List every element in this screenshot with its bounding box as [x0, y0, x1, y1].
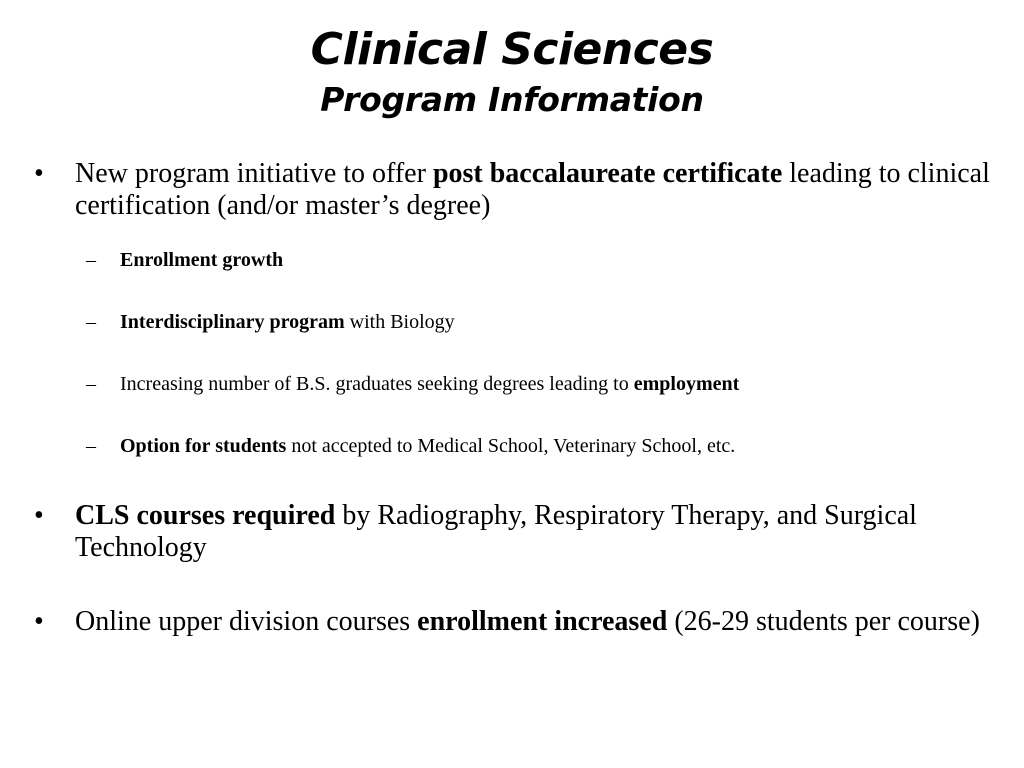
dash-marker: –	[86, 311, 96, 333]
sub-bullet-item	[30, 371, 1000, 397]
sub-bullet-item	[30, 247, 1000, 273]
bullet-text: Online upper division courses	[75, 606, 418, 637]
dash-marker: –	[86, 249, 96, 271]
sub-bullet-emphasis: Option for students	[120, 435, 287, 457]
sub-bullet-text: with Biology	[344, 311, 455, 333]
bullet-emphasis: CLS courses required	[75, 500, 336, 531]
bullet-text: by Radiography, Respiratory Therapy, and Surgical Technology	[75, 500, 917, 563]
bullet-item	[30, 158, 1000, 222]
bullet-emphasis: enrollment increased	[417, 606, 668, 637]
bullet-item	[30, 606, 1000, 638]
slide-title: Clinical Sciences	[310, 24, 714, 75]
bullet-text: New program initiative to offer	[75, 158, 433, 189]
sub-bullet-emphasis: Interdisciplinary program	[120, 311, 345, 333]
sub-bullet-item	[30, 433, 1000, 459]
sub-bullet-emphasis: Enrollment growth	[120, 249, 284, 271]
bullet-text: (26-29 students per course)	[667, 606, 980, 637]
slide-subtitle: Program Information	[320, 80, 704, 119]
bullet-marker: •	[34, 606, 44, 637]
dash-marker: –	[86, 435, 96, 457]
bullet-list	[30, 158, 1000, 638]
bullet-text: leading to clinical certification (and/or master’s degree)	[75, 158, 990, 221]
sub-bullet-text: not accepted to Medical School, Veterinary School, etc.	[286, 435, 736, 457]
bullet-emphasis: post baccalaureate certificate	[432, 158, 783, 189]
dash-marker: –	[86, 373, 96, 395]
slide-title-block	[0, 22, 1024, 122]
bullet-item	[30, 500, 1000, 564]
sub-bullet-item	[30, 309, 1000, 335]
bullet-marker: •	[34, 158, 44, 189]
bullet-marker: •	[34, 500, 44, 531]
sub-bullet-emphasis: employment	[633, 373, 740, 395]
sub-bullet-text: Increasing number of B.S. graduates seeking degrees leading to	[120, 373, 634, 395]
